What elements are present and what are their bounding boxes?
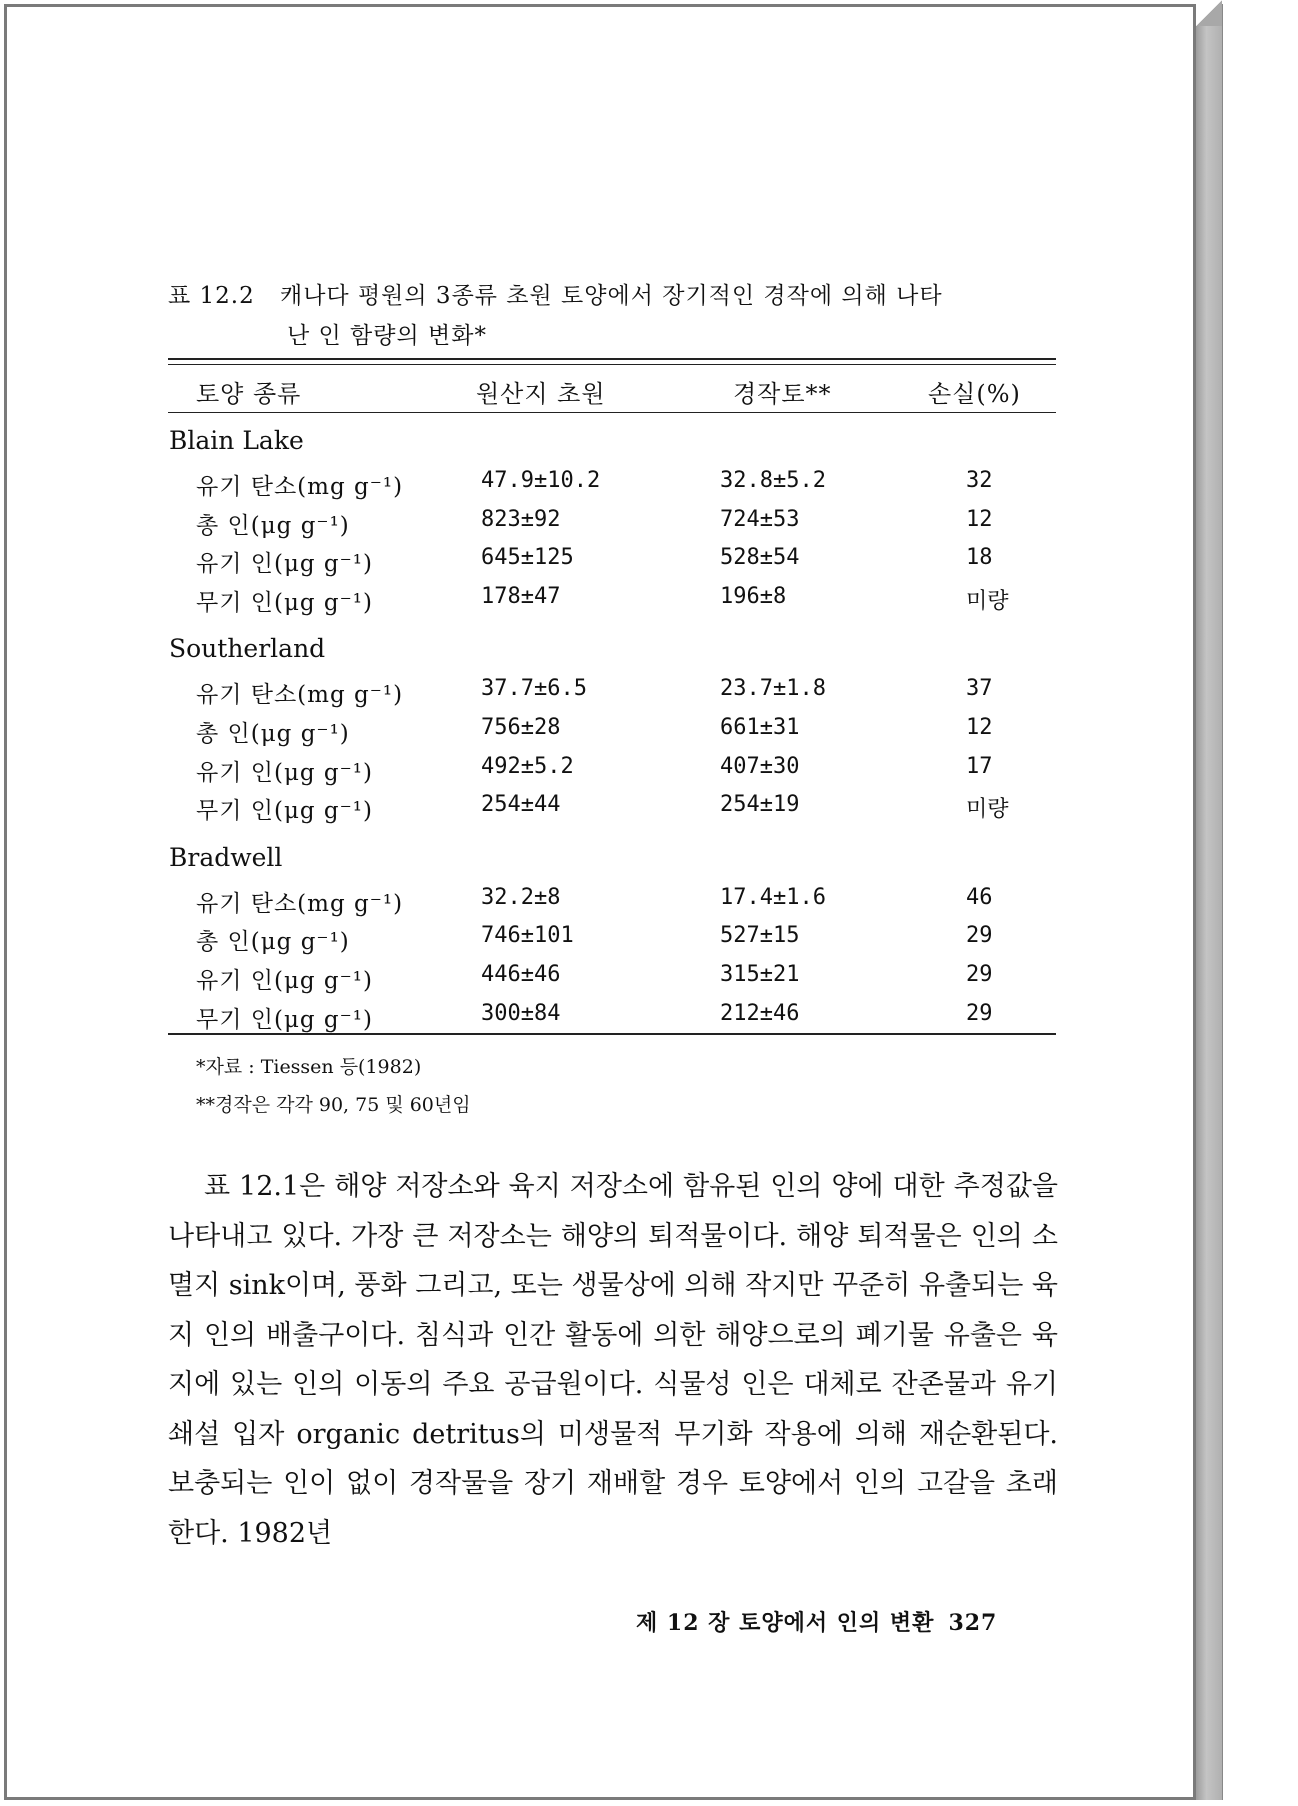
cell-native: 492±5.2 [481, 753, 574, 779]
table-header-rule [168, 412, 1056, 413]
cell-cultivated: 212±46 [720, 1000, 800, 1026]
body-paragraph: 표 12.1은 해양 저장소와 육지 저장소에 함유된 인의 양에 대한 추정값을 나타내고 있다. 가장 큰 저장소는 해양의 퇴적물이다. 해양 퇴적물은 인의 소멸지 sink이며, 풍화 그리고, 또는 생물상에 의해 작지만 꾸준히 유출되는 육지 인의 배출구이다. 침식과 인간 활동에 의한 해양으로의 폐기물 유출은 육지에 있는 인의 이동의 주요 공급원이다. 식물성 인은 대체로 잔존물과 유기 쇄설 입자 organic detritus의 미생물적 무기화 작용에 의해 재순환된다. 보충되는 인이 없이 경작물을 장기 재배할 경우 토양에서 인의 고갈을 초래한다. 1982년 [168, 1171, 1058, 1549]
footnote-cultivation: **경작은 각각 90, 75 및 60년임 [196, 1094, 471, 1116]
cell-loss: 29 [966, 923, 993, 949]
cell-item: 총 인(μg g⁻¹) [196, 720, 350, 747]
cell-cultivated: 527±15 [720, 923, 800, 949]
cell-item: 유기 탄소(mg g⁻¹) [196, 682, 404, 709]
cell-native: 47.9±10.2 [481, 468, 601, 493]
cell-loss: 12 [966, 714, 993, 740]
cell-item: 유기 인(μg g⁻¹) [196, 967, 373, 994]
table-row [0, 709, 1298, 748]
table-header [0, 370, 1298, 410]
cell-native: 300±84 [481, 1000, 561, 1026]
cell-item: 총 인(μg g⁻¹) [196, 512, 350, 539]
cell-loss: 29 [966, 961, 993, 987]
cell-loss: 32 [966, 468, 993, 493]
cell-item: 유기 탄소(mg g⁻¹) [196, 474, 404, 500]
cell-item: 유기 인(μg g⁻¹) [196, 759, 373, 786]
table-row [0, 995, 1298, 1034]
table-row [0, 539, 1298, 578]
cell-native: 178±47 [481, 583, 561, 609]
cell-loss: 미량 [966, 588, 1009, 614]
cell-native: 645±125 [481, 545, 574, 571]
cell-native: 32.2±8 [481, 884, 561, 910]
table-caption [168, 276, 1060, 356]
table-row [0, 748, 1298, 787]
cell-loss: 12 [966, 506, 993, 532]
table-row [0, 786, 1298, 825]
cell-cultivated: 528±54 [720, 545, 800, 571]
cell-cultivated: 32.8±5.2 [720, 468, 826, 493]
cell-loss: 37 [966, 676, 993, 702]
running-footer [636, 1606, 997, 1637]
group-name: Bradwell [169, 842, 283, 872]
cell-loss: 17 [966, 753, 993, 779]
table-top-rule-thin [168, 364, 1056, 365]
cell-native: 37.7±6.5 [481, 676, 587, 702]
cell-loss: 29 [966, 1000, 993, 1026]
group-name: Blain Lake [169, 426, 304, 455]
cell-loss: 미량 [966, 797, 1009, 823]
cell-loss: 46 [966, 884, 993, 910]
caption-line-1 [168, 276, 1060, 316]
table-row [0, 917, 1298, 956]
cell-cultivated: 661±31 [720, 714, 800, 740]
table-row [0, 462, 1298, 501]
cell-cultivated: 23.7±1.8 [720, 676, 826, 702]
cell-item: 유기 탄소(mg g⁻¹) [196, 890, 404, 917]
table-row [0, 879, 1298, 918]
page-number: 327 [948, 1610, 998, 1636]
cell-item: 무기 인(μg g⁻¹) [196, 798, 373, 825]
cell-native: 254±44 [481, 792, 561, 818]
header-native-grassland: 원산지 초원 [476, 380, 606, 408]
cell-native: 746±101 [481, 923, 574, 949]
table-top-rule [168, 358, 1056, 360]
cell-cultivated: 407±30 [720, 753, 800, 779]
header-loss: 손실(%) [928, 380, 1021, 408]
cell-cultivated: 17.4±1.6 [720, 884, 826, 910]
cell-cultivated: 724±53 [720, 506, 800, 532]
group-spacer [0, 616, 1298, 630]
table-bottom-rule [168, 1033, 1056, 1035]
cell-native: 756±28 [481, 714, 561, 740]
cell-cultivated: 196±8 [720, 583, 787, 609]
cell-loss: 18 [966, 545, 993, 571]
table-row [0, 670, 1298, 709]
table-row [0, 578, 1298, 617]
caption-text-1: 캐나다 평원의 3종류 초원 토양에서 장기적인 경작에 의해 나타 [280, 283, 943, 309]
group-spacer [0, 825, 1298, 839]
cell-cultivated: 315±21 [720, 961, 800, 987]
table-body [0, 422, 1298, 1033]
chapter-title: 제 12 장 토양에서 인의 변환 [636, 1610, 935, 1636]
table-row [0, 501, 1298, 540]
cell-item: 무기 인(μg g⁻¹) [196, 1006, 373, 1033]
group-name: Southerland [169, 634, 326, 664]
table-row [0, 956, 1298, 995]
cell-item: 무기 인(μg g⁻¹) [196, 589, 373, 616]
cell-item: 유기 인(μg g⁻¹) [196, 551, 373, 578]
footnote-source: *자료 : Tiessen 등(1982) [196, 1056, 422, 1078]
caption-label: 표 12.2 [168, 283, 255, 309]
cell-cultivated: 254±19 [720, 792, 800, 818]
caption-line-2: 난 인 함량의 변화* [287, 323, 487, 349]
cell-native: 446±46 [481, 961, 561, 987]
cell-item: 총 인(μg g⁻¹) [196, 929, 350, 956]
header-cultivated: 경작토** [733, 380, 832, 408]
cell-native: 823±92 [481, 506, 561, 532]
header-soil-type: 토양 종류 [196, 380, 302, 408]
